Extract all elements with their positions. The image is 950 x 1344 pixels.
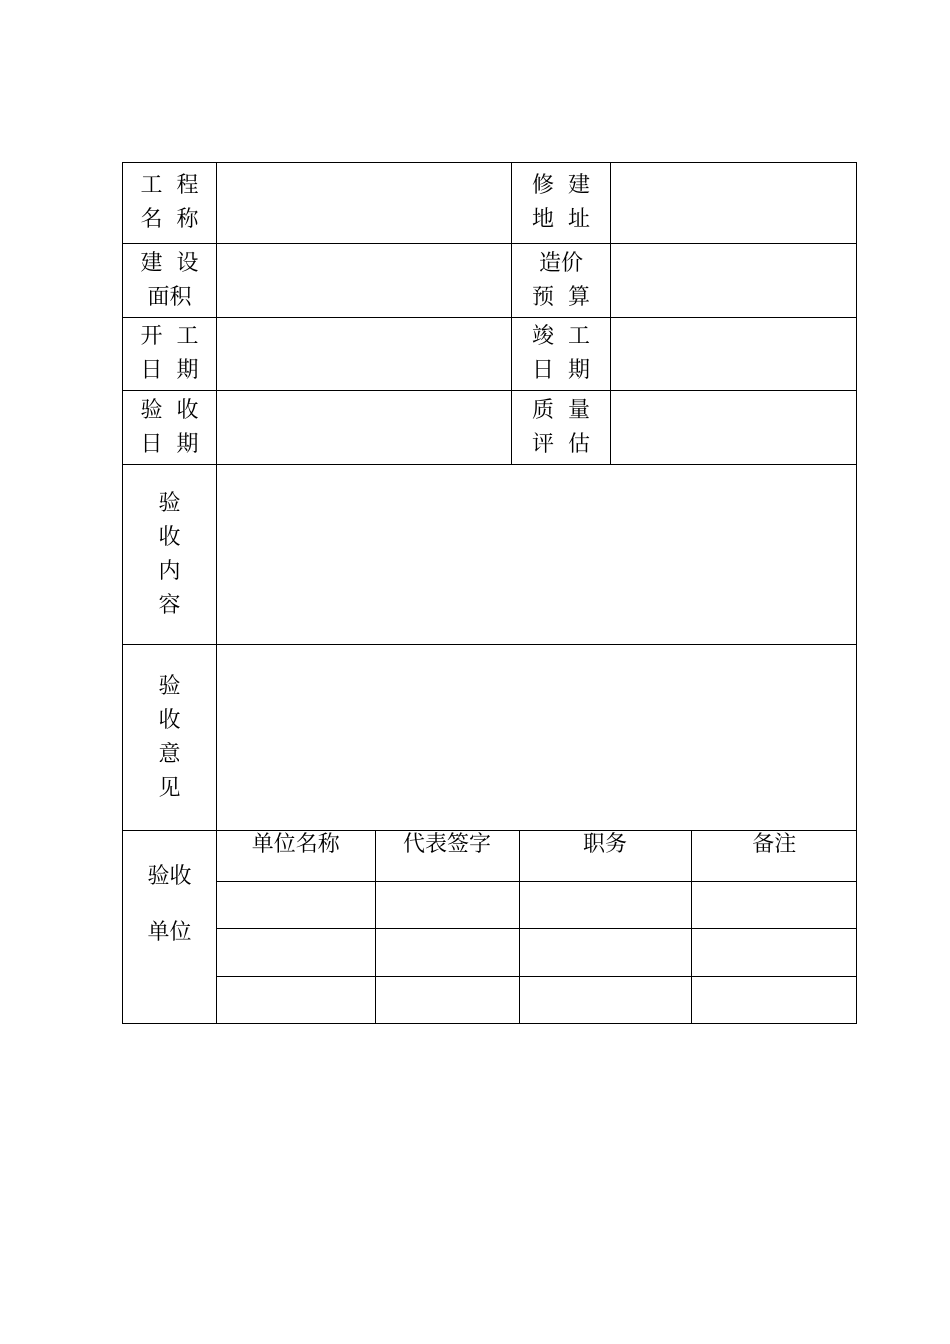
- label-line: 名 称: [140, 207, 199, 232]
- form-row-project-name: [123, 163, 857, 244]
- label-line: 地 址: [532, 207, 590, 232]
- label-line: 验收: [147, 864, 192, 889]
- label-build-address: [512, 163, 611, 244]
- cell-remarks[interactable]: [691, 976, 857, 1023]
- units-table-container: [217, 831, 857, 1024]
- cell-unit-name[interactable]: [217, 976, 375, 1023]
- header-rep-signature: 代表签字: [375, 831, 519, 881]
- label-char: 收: [158, 707, 181, 733]
- table-row: [217, 881, 857, 928]
- cell-remarks[interactable]: [691, 881, 857, 928]
- label-line: 造价: [538, 250, 583, 276]
- cell-remarks[interactable]: [691, 928, 857, 976]
- value-acceptance-opinion[interactable]: [217, 645, 857, 831]
- header-remarks: 备注: [691, 831, 857, 881]
- label-char: 容: [158, 592, 181, 618]
- label-line: 单位: [147, 920, 192, 945]
- cell-unit-name[interactable]: [217, 928, 375, 976]
- label-line: 日 期: [140, 431, 199, 457]
- cell-position[interactable]: [519, 976, 691, 1023]
- cell-rep-signature[interactable]: [375, 928, 519, 976]
- value-quality-assessment[interactable]: [611, 391, 857, 465]
- table-row: [217, 976, 857, 1023]
- label-line: 验 收: [140, 397, 199, 423]
- label-line: 日 期: [140, 358, 199, 383]
- label-char: 内: [158, 558, 181, 584]
- label-acceptance-date: [123, 391, 217, 465]
- cell-position[interactable]: [519, 928, 691, 976]
- label-line: 建 设: [140, 250, 199, 276]
- units-table: [217, 831, 857, 1023]
- cell-rep-signature[interactable]: [375, 976, 519, 1023]
- label-line: 面积: [147, 284, 192, 310]
- label-completion-date: [512, 318, 611, 391]
- units-table-header: [217, 831, 857, 881]
- label-line: 质 量: [532, 397, 590, 423]
- label-line: 工 程: [140, 173, 199, 198]
- label-line: 竣 工: [532, 324, 590, 349]
- label-quality-assessment: [512, 391, 611, 465]
- label-line: 开 工: [140, 324, 199, 349]
- label-acceptance-opinion: [123, 645, 217, 831]
- label-start-date: [123, 318, 217, 391]
- value-cost-budget[interactable]: [611, 244, 857, 318]
- form-row-acceptance-opinion: [123, 645, 857, 831]
- value-start-date[interactable]: [217, 318, 512, 391]
- label-project-name: [123, 163, 217, 244]
- label-char: 意: [158, 741, 181, 767]
- value-acceptance-date[interactable]: [217, 391, 512, 465]
- value-completion-date[interactable]: [611, 318, 857, 391]
- header-unit-name: 单位名称: [217, 831, 375, 881]
- table-row: [217, 928, 857, 976]
- acceptance-form-table: [122, 162, 857, 1024]
- cell-position[interactable]: [519, 881, 691, 928]
- value-acceptance-content[interactable]: [217, 465, 857, 645]
- value-build-address[interactable]: [611, 163, 857, 244]
- label-char: 见: [158, 775, 181, 801]
- label-cost-budget: [512, 244, 611, 318]
- label-char: 验: [158, 490, 181, 516]
- label-char: 收: [158, 524, 181, 550]
- label-acceptance-units: [123, 831, 217, 1024]
- label-line: 修 建: [532, 173, 590, 198]
- form-row-acceptance-content: [123, 465, 857, 645]
- form-row-acceptance-date: [123, 391, 857, 465]
- cell-rep-signature[interactable]: [375, 881, 519, 928]
- label-line: 评 估: [532, 431, 590, 457]
- header-position: 职务: [519, 831, 691, 881]
- label-acceptance-content: [123, 465, 217, 645]
- cell-unit-name[interactable]: [217, 881, 375, 928]
- form-row-construction-area: [123, 244, 857, 318]
- label-line: 预 算: [532, 284, 590, 310]
- label-construction-area: [123, 244, 217, 318]
- label-char: 验: [158, 673, 181, 699]
- label-line: 日 期: [532, 358, 590, 383]
- form-row-start-date: [123, 318, 857, 391]
- value-construction-area[interactable]: [217, 244, 512, 318]
- value-project-name[interactable]: [217, 163, 512, 244]
- form-row-acceptance-units: [123, 831, 857, 1024]
